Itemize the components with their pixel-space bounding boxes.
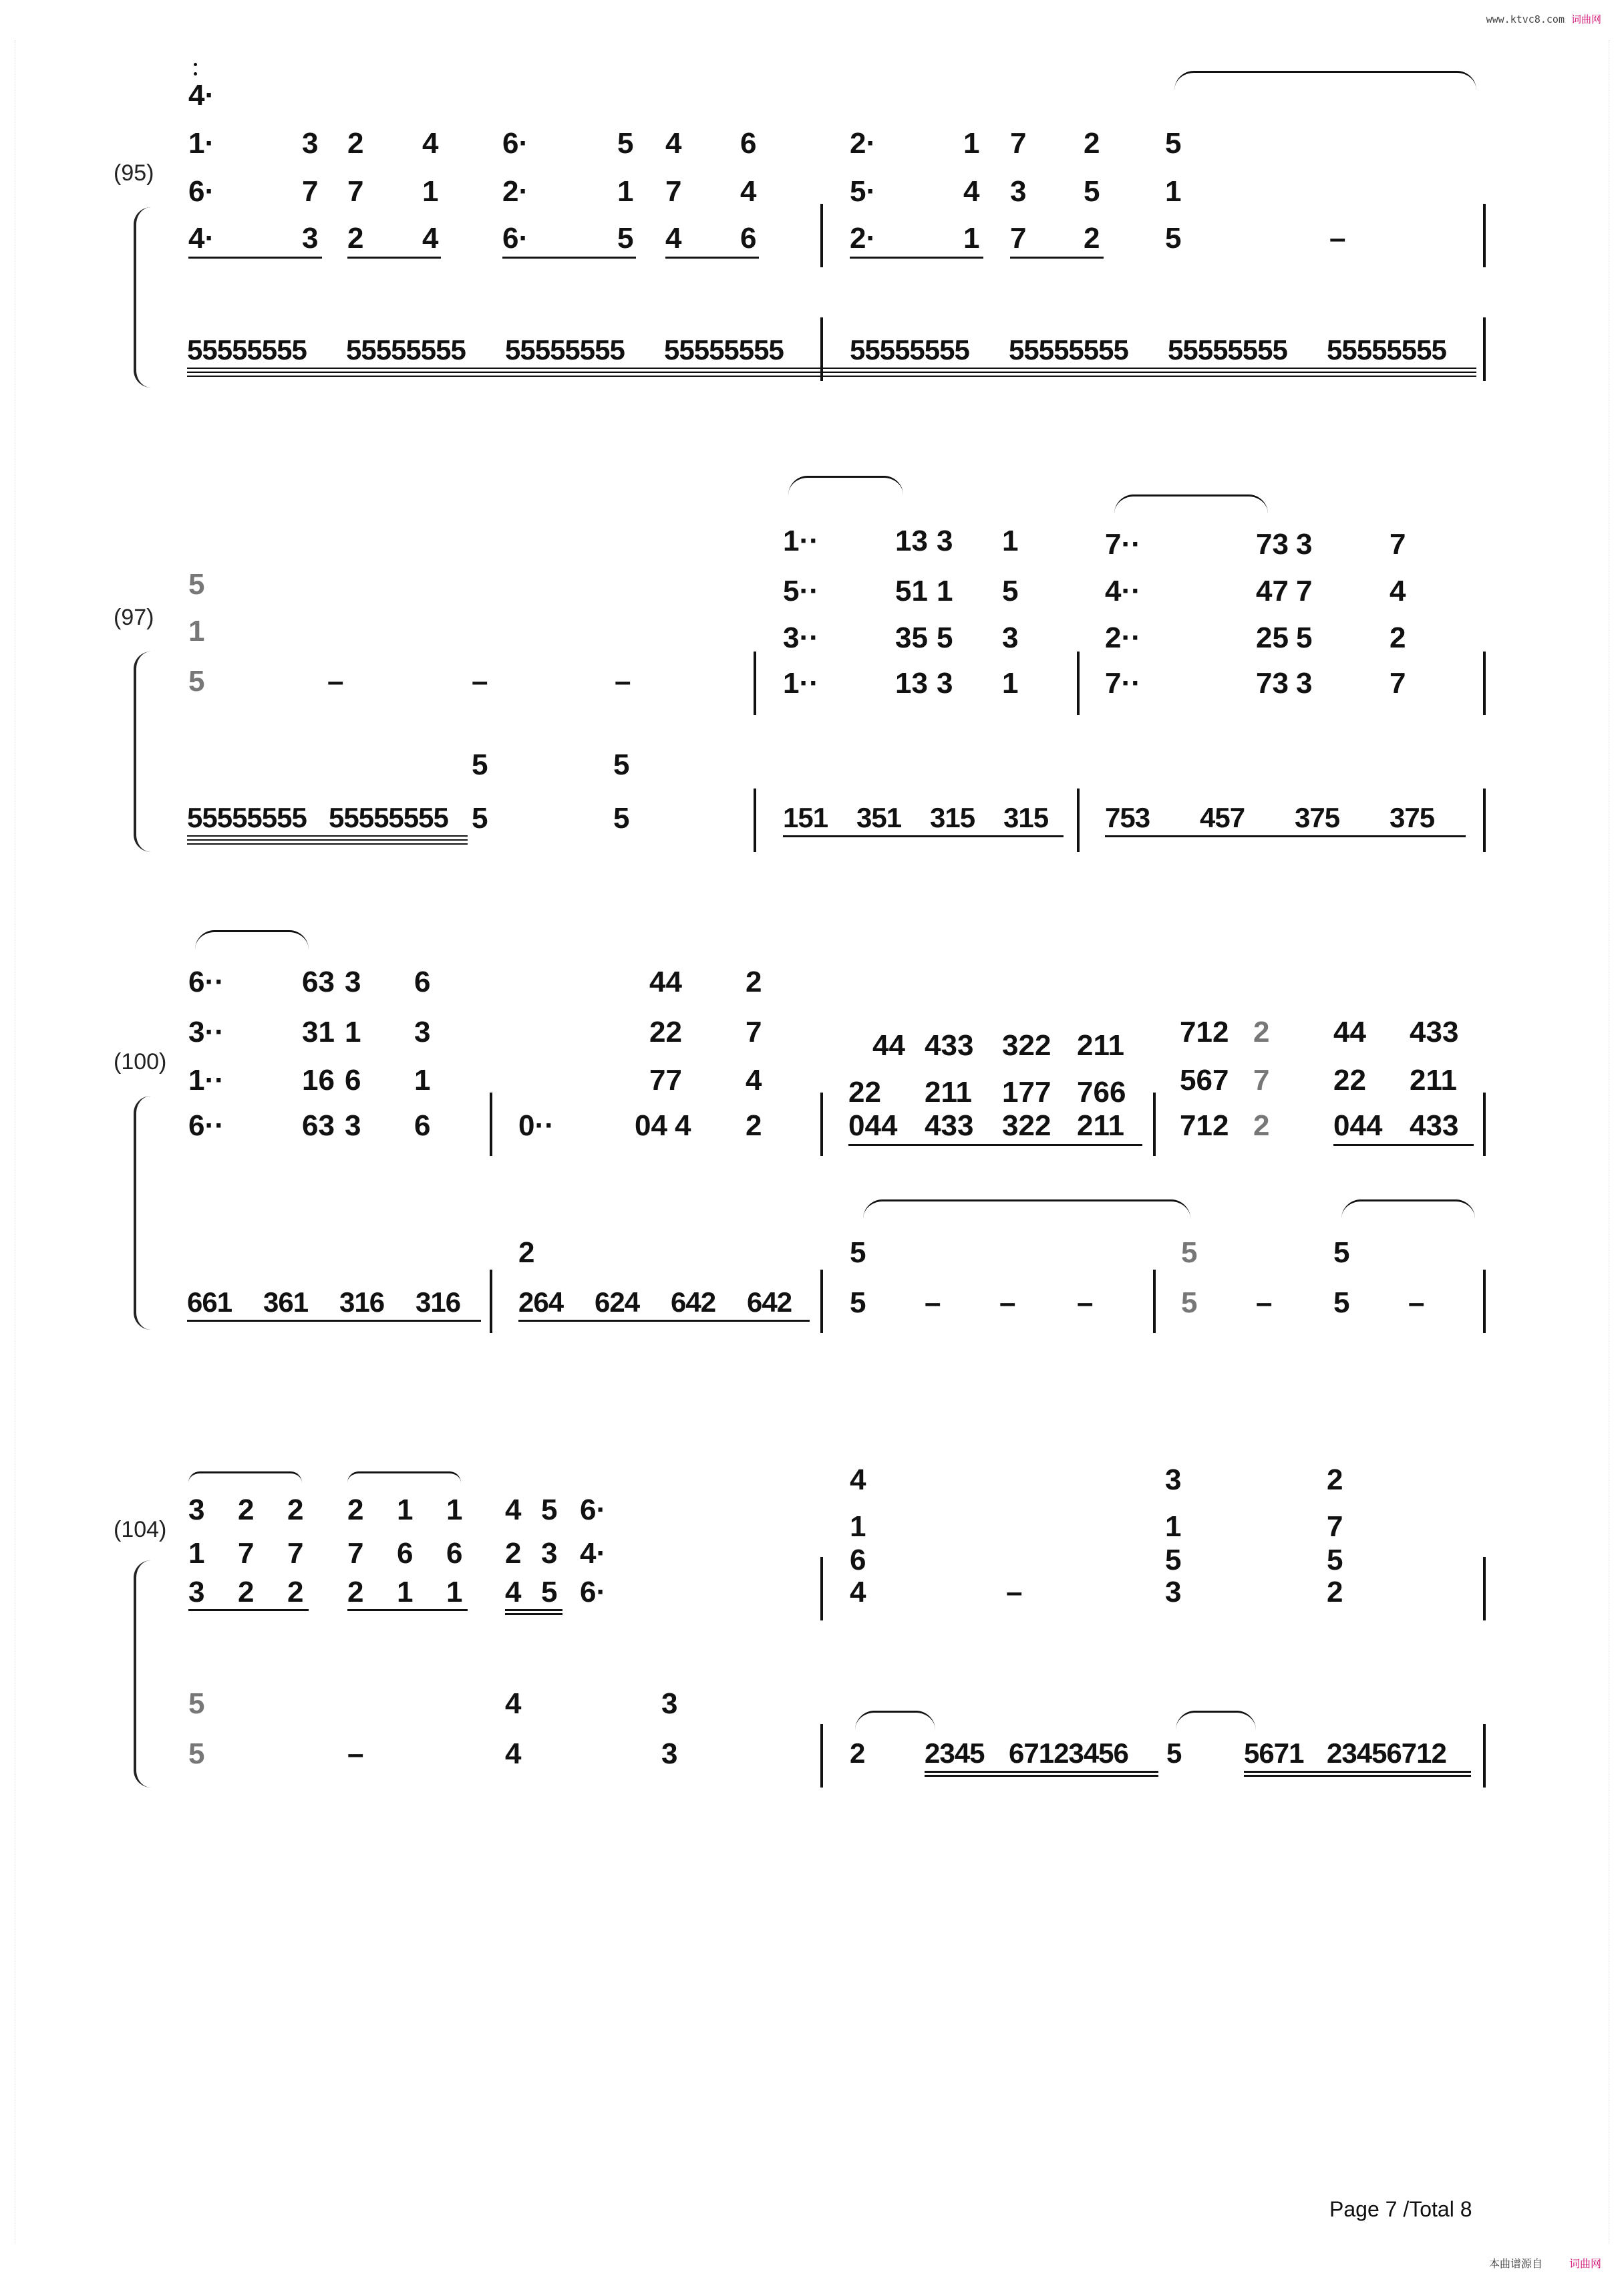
note: 3·· bbox=[783, 621, 819, 654]
beam bbox=[925, 1771, 1158, 1773]
note: 44 bbox=[872, 1029, 905, 1062]
note: 6· bbox=[502, 127, 529, 160]
note: 1 bbox=[446, 1493, 463, 1526]
note: 3 bbox=[345, 966, 361, 998]
barline bbox=[754, 652, 756, 715]
sustain-dash: – bbox=[999, 1286, 1016, 1319]
note-group: 67123456 bbox=[1009, 1737, 1128, 1769]
note-group: 55555555 bbox=[505, 334, 625, 366]
barline bbox=[754, 789, 756, 852]
beam-lines bbox=[187, 835, 468, 837]
barline bbox=[1483, 1270, 1486, 1333]
note: 6· bbox=[580, 1493, 607, 1526]
note: 3 bbox=[1165, 1463, 1182, 1496]
note-group: 55555555 bbox=[329, 802, 448, 833]
note: 5 bbox=[613, 802, 630, 835]
measure-number: (104) bbox=[114, 1517, 167, 1542]
note: 63 bbox=[302, 1109, 335, 1142]
triplet-group: 642 bbox=[671, 1286, 716, 1318]
note: 4 bbox=[505, 1737, 522, 1770]
tie bbox=[1174, 71, 1476, 90]
note: 3 bbox=[345, 1109, 361, 1142]
note: 5 bbox=[850, 1286, 866, 1319]
note: 2 bbox=[850, 1737, 865, 1769]
note-group: 55555555 bbox=[1168, 334, 1287, 366]
note: 16 bbox=[302, 1064, 335, 1097]
note: 6· bbox=[502, 222, 529, 255]
note: 3 bbox=[302, 222, 319, 255]
tie bbox=[855, 1711, 935, 1730]
sustain-dash: – bbox=[347, 1737, 364, 1770]
tie bbox=[1341, 1199, 1475, 1219]
note: 1 bbox=[345, 1016, 361, 1048]
note: 5 bbox=[188, 1737, 205, 1770]
note: 6 bbox=[740, 222, 757, 255]
note: 322 bbox=[1002, 1029, 1051, 1062]
note: 2 bbox=[238, 1493, 255, 1526]
note: 6 bbox=[446, 1537, 463, 1570]
note: 4 bbox=[505, 1493, 522, 1526]
note: 5 bbox=[1165, 1544, 1182, 1576]
note: 2 bbox=[347, 222, 364, 255]
note: 3 bbox=[302, 127, 319, 160]
note: 3 bbox=[414, 1016, 431, 1048]
note: 2 bbox=[1084, 127, 1100, 160]
barline bbox=[1483, 1724, 1486, 1788]
beam bbox=[665, 257, 759, 259]
triplet-group: 375 bbox=[1295, 802, 1340, 833]
note: 044 bbox=[848, 1109, 898, 1142]
note: 2 bbox=[505, 1537, 522, 1570]
note-group: 55555555 bbox=[187, 802, 307, 833]
tie bbox=[1114, 494, 1268, 514]
note: 1·· bbox=[188, 1064, 224, 1097]
note: 13 bbox=[895, 667, 928, 700]
note: 4 bbox=[422, 222, 439, 255]
note: 1 bbox=[1165, 1510, 1182, 1543]
beam bbox=[848, 1144, 1142, 1146]
note: 5 bbox=[188, 665, 205, 698]
note: 3·· bbox=[188, 1016, 224, 1048]
note: 6· bbox=[188, 175, 215, 208]
barline bbox=[1483, 652, 1486, 715]
sustain-dash: – bbox=[1256, 1286, 1273, 1319]
note-group: 55555555 bbox=[1327, 334, 1446, 366]
sustain-dash: – bbox=[615, 665, 631, 698]
beam bbox=[188, 1609, 309, 1611]
beam bbox=[1333, 1144, 1474, 1146]
note: 7·· bbox=[1105, 528, 1141, 561]
note: 3 bbox=[661, 1737, 678, 1770]
note: 4 bbox=[1390, 575, 1406, 607]
measure-number: (95) bbox=[114, 160, 154, 186]
barline bbox=[820, 204, 823, 267]
note: 5 bbox=[472, 748, 488, 781]
triplet-group: 661 bbox=[187, 1286, 232, 1318]
note: 7 bbox=[1327, 1510, 1343, 1543]
note: 6 bbox=[850, 1544, 866, 1576]
beam bbox=[850, 257, 983, 259]
note: 3 bbox=[661, 1687, 678, 1720]
note: 35 bbox=[895, 621, 928, 654]
note: 2 bbox=[518, 1236, 535, 1269]
note: 5 bbox=[617, 127, 634, 160]
tie bbox=[1176, 1711, 1256, 1730]
note: 3 bbox=[541, 1537, 558, 1570]
note-group: 55555555 bbox=[187, 334, 307, 366]
note: 177 bbox=[1002, 1076, 1051, 1109]
note: 7 bbox=[238, 1537, 255, 1570]
note-group: 55555555 bbox=[1009, 334, 1128, 366]
note: 1·· bbox=[783, 667, 819, 700]
triplet-group: 642 bbox=[747, 1286, 792, 1318]
note: 1 bbox=[414, 1064, 431, 1097]
note: 5 bbox=[541, 1576, 558, 1608]
note: 211 bbox=[1077, 1109, 1124, 1142]
barline bbox=[1483, 1093, 1486, 1156]
note: 4·· bbox=[1105, 575, 1141, 607]
note: 6 bbox=[740, 127, 757, 160]
note: 2· bbox=[850, 222, 876, 255]
note: 433 bbox=[925, 1109, 974, 1142]
barline bbox=[1483, 204, 1486, 267]
note: 5 bbox=[472, 802, 488, 835]
barline bbox=[1153, 1093, 1156, 1156]
note: 22 bbox=[848, 1076, 881, 1109]
note: 211 bbox=[1410, 1064, 1457, 1097]
note: 1 bbox=[188, 615, 205, 648]
barline bbox=[490, 1270, 492, 1333]
note: 7 bbox=[1296, 575, 1313, 607]
note: 73 bbox=[1256, 528, 1289, 561]
note: 4 bbox=[963, 175, 980, 208]
note: 7 bbox=[1390, 667, 1406, 700]
note: 4· bbox=[188, 79, 215, 112]
measure-number: (97) bbox=[114, 605, 154, 630]
note: 2 bbox=[1253, 1109, 1270, 1142]
note: 1 bbox=[617, 175, 634, 208]
left-margin-strip bbox=[5, 40, 15, 2244]
note: 4 bbox=[850, 1576, 866, 1608]
note: 712 bbox=[1180, 1109, 1229, 1142]
note: 322 bbox=[1002, 1109, 1051, 1142]
note: 1 bbox=[963, 127, 980, 160]
note: 4 bbox=[850, 1463, 866, 1496]
note: 7 bbox=[1253, 1064, 1270, 1097]
barline bbox=[490, 1093, 492, 1156]
note: 0·· bbox=[518, 1109, 554, 1142]
note: 211 bbox=[1077, 1029, 1124, 1062]
note: 5· bbox=[850, 175, 876, 208]
note: 7 bbox=[287, 1537, 304, 1570]
sustain-dash: – bbox=[1329, 222, 1346, 255]
note: 1 bbox=[188, 1537, 205, 1570]
beam bbox=[1105, 835, 1466, 837]
note: 4· bbox=[188, 222, 215, 255]
beam bbox=[502, 257, 636, 259]
note: 6 bbox=[397, 1537, 414, 1570]
barline bbox=[820, 1557, 823, 1620]
note: 2 bbox=[238, 1576, 255, 1608]
note: 5 bbox=[541, 1493, 558, 1526]
note: 13 bbox=[895, 525, 928, 557]
note: 04 bbox=[635, 1109, 667, 1142]
note: 6· bbox=[580, 1576, 607, 1608]
note: 211 bbox=[925, 1076, 972, 1109]
note: 4 bbox=[746, 1064, 762, 1097]
note: 2 bbox=[1253, 1016, 1270, 1048]
triplet-group: 264 bbox=[518, 1286, 564, 1318]
note: 7 bbox=[347, 175, 364, 208]
note: 6·· bbox=[188, 1109, 224, 1142]
tie bbox=[788, 476, 903, 495]
triplet-group: 351 bbox=[856, 802, 902, 833]
triplet-group: 316 bbox=[339, 1286, 385, 1318]
note: 6 bbox=[345, 1064, 361, 1097]
note: 7·· bbox=[1105, 667, 1141, 700]
note: 1 bbox=[1002, 667, 1019, 700]
note-group: 55555555 bbox=[664, 334, 784, 366]
note: 433 bbox=[1410, 1016, 1459, 1048]
note: 044 bbox=[1333, 1109, 1383, 1142]
sustain-dash: – bbox=[1077, 1286, 1094, 1319]
sustain-dash: – bbox=[925, 1286, 941, 1319]
triplet-group: 316 bbox=[416, 1286, 461, 1318]
note: 3 bbox=[937, 525, 953, 557]
note: 5 bbox=[1181, 1236, 1198, 1269]
note: 47 bbox=[1256, 575, 1289, 607]
note: 44 bbox=[649, 966, 682, 998]
note: 5 bbox=[850, 1236, 866, 1269]
note: 3 bbox=[1010, 175, 1027, 208]
note: 766 bbox=[1077, 1076, 1126, 1109]
triplet-group: 624 bbox=[595, 1286, 640, 1318]
triplet-group: 151 bbox=[783, 802, 828, 833]
sustain-dash: – bbox=[1408, 1286, 1425, 1319]
note: 2 bbox=[1084, 222, 1100, 255]
note: 4 bbox=[675, 1109, 691, 1142]
tie bbox=[195, 930, 309, 950]
barline bbox=[820, 317, 823, 381]
note: 4 bbox=[665, 222, 682, 255]
note-group: 2345 bbox=[925, 1737, 985, 1769]
barline bbox=[1153, 1270, 1156, 1333]
barline bbox=[1483, 1557, 1486, 1620]
note: 5 bbox=[188, 568, 205, 601]
triplet-bracket bbox=[188, 1471, 302, 1483]
barline bbox=[1077, 652, 1080, 715]
grand-staff-brace bbox=[134, 207, 156, 388]
note: 2 bbox=[347, 1493, 364, 1526]
note: 1 bbox=[1002, 525, 1019, 557]
note: 2 bbox=[287, 1493, 304, 1526]
note: 1 bbox=[850, 1510, 866, 1543]
note: 567 bbox=[1180, 1064, 1229, 1097]
grand-staff-brace bbox=[134, 1096, 156, 1330]
note: 5 bbox=[613, 748, 630, 781]
note: 1· bbox=[188, 127, 215, 160]
note: 7 bbox=[347, 1537, 364, 1570]
note: 1 bbox=[397, 1576, 414, 1608]
note: 2·· bbox=[1105, 621, 1141, 654]
note: 5 bbox=[1084, 175, 1100, 208]
note: 3 bbox=[1296, 528, 1313, 561]
note: 4 bbox=[505, 1687, 522, 1720]
grand-staff-brace bbox=[134, 1560, 156, 1788]
note: 77 bbox=[649, 1064, 682, 1097]
note: 2· bbox=[850, 127, 876, 160]
note: 712 bbox=[1180, 1016, 1229, 1048]
note: 25 bbox=[1256, 621, 1289, 654]
note: 4 bbox=[422, 127, 439, 160]
note: 5 bbox=[1166, 1737, 1182, 1769]
note: 4· bbox=[580, 1537, 607, 1570]
beam bbox=[505, 1609, 562, 1611]
note: 2 bbox=[347, 127, 364, 160]
page-number: Page 7 /Total 8 bbox=[1329, 2197, 1472, 2221]
note: 2 bbox=[287, 1576, 304, 1608]
note: 5 bbox=[1296, 621, 1313, 654]
beam-lines bbox=[187, 368, 1476, 369]
note: 4 bbox=[665, 127, 682, 160]
source-credit: 本曲谱源自 词曲网 bbox=[1488, 2259, 1601, 2270]
note: 6·· bbox=[188, 966, 224, 998]
sustain-dash: – bbox=[1006, 1576, 1023, 1608]
note: 3 bbox=[188, 1576, 205, 1608]
note: 2 bbox=[746, 966, 762, 998]
triplet-group: 361 bbox=[263, 1286, 309, 1318]
note: 5 bbox=[937, 621, 953, 654]
triplet-group: 315 bbox=[930, 802, 975, 833]
note: 4 bbox=[505, 1576, 522, 1608]
note: 1 bbox=[937, 575, 953, 607]
note-group: 55555555 bbox=[850, 334, 969, 366]
beam bbox=[187, 1320, 481, 1322]
note: 1 bbox=[422, 175, 439, 208]
note: 7 bbox=[1390, 528, 1406, 561]
header-site: www.ktvc8.com 词曲网 bbox=[1486, 13, 1601, 25]
triplet-group: 753 bbox=[1105, 802, 1150, 833]
note-group: 23456712 bbox=[1327, 1737, 1446, 1769]
note: 433 bbox=[925, 1029, 974, 1062]
note: 1 bbox=[397, 1493, 414, 1526]
note: 2 bbox=[746, 1109, 762, 1142]
barline bbox=[820, 1724, 823, 1788]
note: 3 bbox=[937, 667, 953, 700]
note: 5 bbox=[617, 222, 634, 255]
note: 3 bbox=[1165, 1576, 1182, 1608]
note: 7 bbox=[302, 175, 319, 208]
note: 2 bbox=[1327, 1463, 1343, 1496]
note: 6 bbox=[414, 966, 431, 998]
note: 3 bbox=[188, 1493, 205, 1526]
note: 7 bbox=[746, 1016, 762, 1048]
note: 22 bbox=[1333, 1064, 1366, 1097]
tie bbox=[863, 1199, 1190, 1219]
note: 5 bbox=[1327, 1544, 1343, 1576]
triplet-bracket bbox=[347, 1471, 461, 1483]
note: 7 bbox=[1010, 127, 1027, 160]
note: 5 bbox=[1333, 1286, 1350, 1319]
note: 3 bbox=[1002, 621, 1019, 654]
note: 5 bbox=[1333, 1236, 1350, 1269]
barline bbox=[820, 1270, 823, 1333]
sustain-dash: – bbox=[327, 665, 344, 698]
beam bbox=[783, 835, 1064, 837]
right-margin-strip bbox=[1609, 40, 1619, 2244]
note: 3 bbox=[1296, 667, 1313, 700]
note: 7 bbox=[665, 175, 682, 208]
note: 7 bbox=[1010, 222, 1027, 255]
barline bbox=[1483, 317, 1486, 381]
barline bbox=[1077, 789, 1080, 852]
note: 2 bbox=[1327, 1576, 1343, 1608]
note: 4 bbox=[740, 175, 757, 208]
beam bbox=[1010, 257, 1104, 259]
note: 6 bbox=[414, 1109, 431, 1142]
sustain-dash: – bbox=[472, 665, 488, 698]
triplet-group: 375 bbox=[1390, 802, 1435, 833]
note-group: 55555555 bbox=[346, 334, 466, 366]
note: 5 bbox=[1181, 1286, 1198, 1319]
barline bbox=[1483, 789, 1486, 852]
beam bbox=[518, 1320, 810, 1322]
grand-staff-brace bbox=[134, 652, 156, 852]
note: 5 bbox=[1002, 575, 1019, 607]
beam bbox=[347, 257, 441, 259]
note: 51 bbox=[895, 575, 928, 607]
measure-number: (100) bbox=[114, 1049, 167, 1075]
note: 2 bbox=[347, 1576, 364, 1608]
beam bbox=[188, 257, 322, 259]
beam bbox=[347, 1609, 468, 1611]
note: 22 bbox=[649, 1016, 682, 1048]
note: 433 bbox=[1410, 1109, 1459, 1142]
note: 2· bbox=[502, 175, 529, 208]
note: 5 bbox=[188, 1687, 205, 1720]
note: 5 bbox=[1165, 222, 1182, 255]
note: 73 bbox=[1256, 667, 1289, 700]
note: 5 bbox=[1165, 127, 1182, 160]
note: 1·· bbox=[783, 525, 819, 557]
note: 2 bbox=[1390, 621, 1406, 654]
note: 1 bbox=[963, 222, 980, 255]
triplet-group: 315 bbox=[1003, 802, 1049, 833]
note: 5·· bbox=[783, 575, 819, 607]
triplet-group: 457 bbox=[1200, 802, 1245, 833]
note: 31 bbox=[302, 1016, 335, 1048]
octave-dots bbox=[194, 63, 196, 82]
note: 1 bbox=[1165, 175, 1182, 208]
barline bbox=[820, 1093, 823, 1156]
beam bbox=[1244, 1771, 1471, 1773]
note: 1 bbox=[446, 1576, 463, 1608]
note: 63 bbox=[302, 966, 335, 998]
note-group: 5671 bbox=[1244, 1737, 1304, 1769]
note: 44 bbox=[1333, 1016, 1366, 1048]
